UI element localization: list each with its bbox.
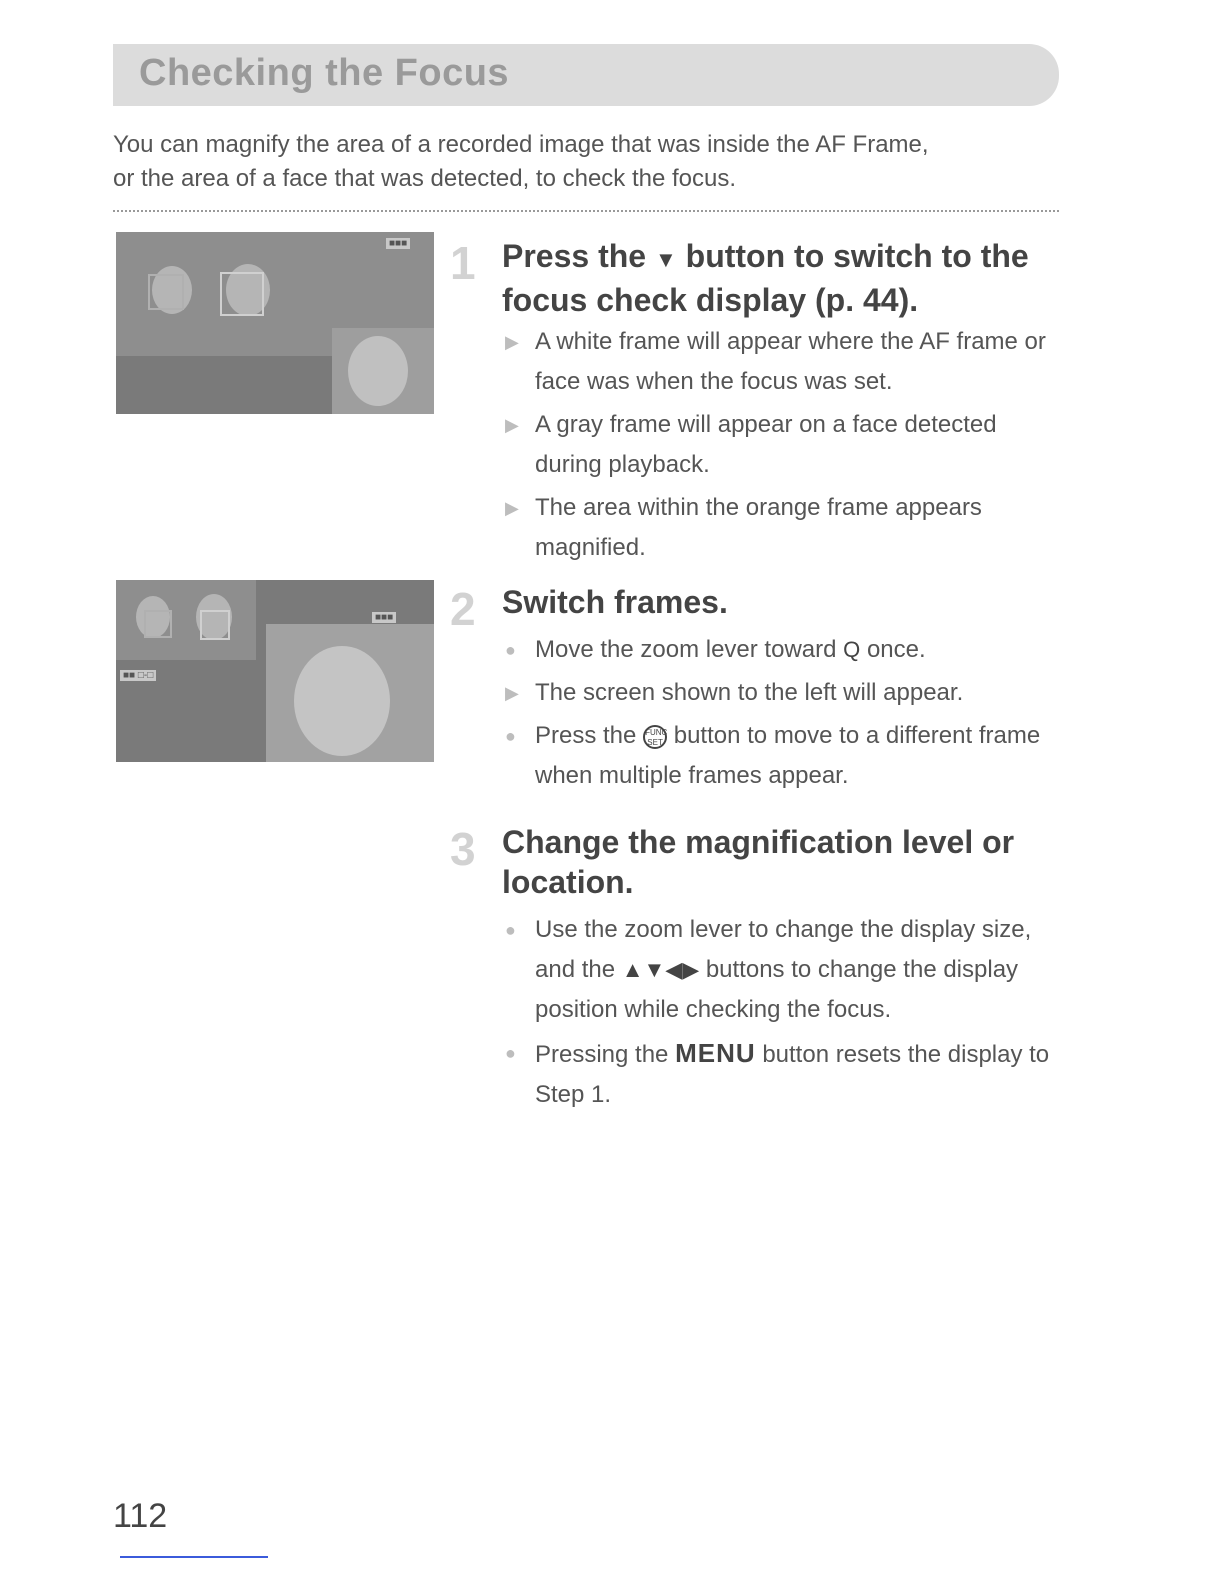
list-item: ● Use the zoom lever to change the display size, and the ▲▼◀▶ buttons to change the display position while checking the focus. xyxy=(503,910,1063,1030)
list-item: ▶ The screen shown to the left will appear. xyxy=(503,673,1063,713)
screen-info-tag: ■■■ xyxy=(386,238,410,249)
func-set-button-icon: FUNC SET xyxy=(643,725,667,749)
list-item: ▶ A gray frame will appear on a face detected during playback. xyxy=(503,405,1063,485)
step-1-title-after: button to switch to the focus check display (p. 44). xyxy=(502,238,1029,318)
section-title-bar xyxy=(113,44,1059,106)
list-item: ● Press the FUNC SET button to move to a different frame when multiple frames appear. xyxy=(503,716,1063,796)
set-tag: ■■ □-□ xyxy=(120,670,156,681)
menu-button-label: MENU xyxy=(675,1038,756,1068)
af-frame-white xyxy=(200,610,230,640)
dotted-divider xyxy=(113,210,1059,212)
action-dot-icon: ● xyxy=(505,640,516,660)
magnified-face xyxy=(348,336,408,406)
footer-rule xyxy=(120,1556,268,1558)
step-1-bullets xyxy=(503,322,1063,571)
list-item: ● Move the zoom lever toward Q once. xyxy=(503,630,1063,670)
direction-arrows-icon: ▲▼◀▶ xyxy=(621,957,700,982)
list-item: ▶ The area within the orange frame appears magnified. xyxy=(503,488,1063,568)
down-arrow-icon: ▼ xyxy=(654,247,677,272)
step-1-title xyxy=(502,236,1062,320)
list-item: ● Pressing the MENU button resets the display to Step 1. xyxy=(503,1033,1063,1115)
face-frame-gray xyxy=(144,610,172,638)
menu-tag: ■■■ xyxy=(372,612,396,623)
step-2-bullets xyxy=(503,630,1063,799)
intro-line-2: or the area of a face that was detected, to check the focus. xyxy=(113,165,737,192)
step-2-title: Switch frames. xyxy=(502,584,728,620)
action-dot-icon: ● xyxy=(505,1043,516,1063)
intro-line-1: You can magnify the area of a recorded image that was inside the AF Frame, xyxy=(113,131,929,158)
result-arrow-icon: ▶ xyxy=(505,683,519,703)
focus-check-screen-2 xyxy=(116,580,434,762)
list-item: ▶ A white frame will appear where the AF frame or face was when the focus was set. xyxy=(503,322,1063,402)
step-number-2: 2 xyxy=(450,583,476,635)
result-arrow-icon: ▶ xyxy=(505,415,519,435)
result-arrow-icon: ▶ xyxy=(505,332,519,352)
face-frame-gray xyxy=(148,274,184,310)
step-number-3: 3 xyxy=(450,823,476,875)
step-3-title: Change the magnification level or location. xyxy=(502,824,1015,900)
page-number: 112 xyxy=(113,1497,168,1535)
magnified-face xyxy=(294,646,390,756)
action-dot-icon: ● xyxy=(505,920,516,940)
step-1-title-before: Press the xyxy=(502,238,647,274)
result-arrow-icon: ▶ xyxy=(505,498,519,518)
step-number-1: 1 xyxy=(450,237,476,289)
focus-check-screen-1 xyxy=(116,232,434,414)
intro-text xyxy=(113,128,1073,196)
page-title: Checking the Focus xyxy=(139,52,510,94)
step-3-bullets xyxy=(503,910,1063,1118)
zoom-magnify-icon: Q xyxy=(843,637,861,662)
action-dot-icon: ● xyxy=(505,726,516,746)
af-frame-white xyxy=(220,272,264,316)
